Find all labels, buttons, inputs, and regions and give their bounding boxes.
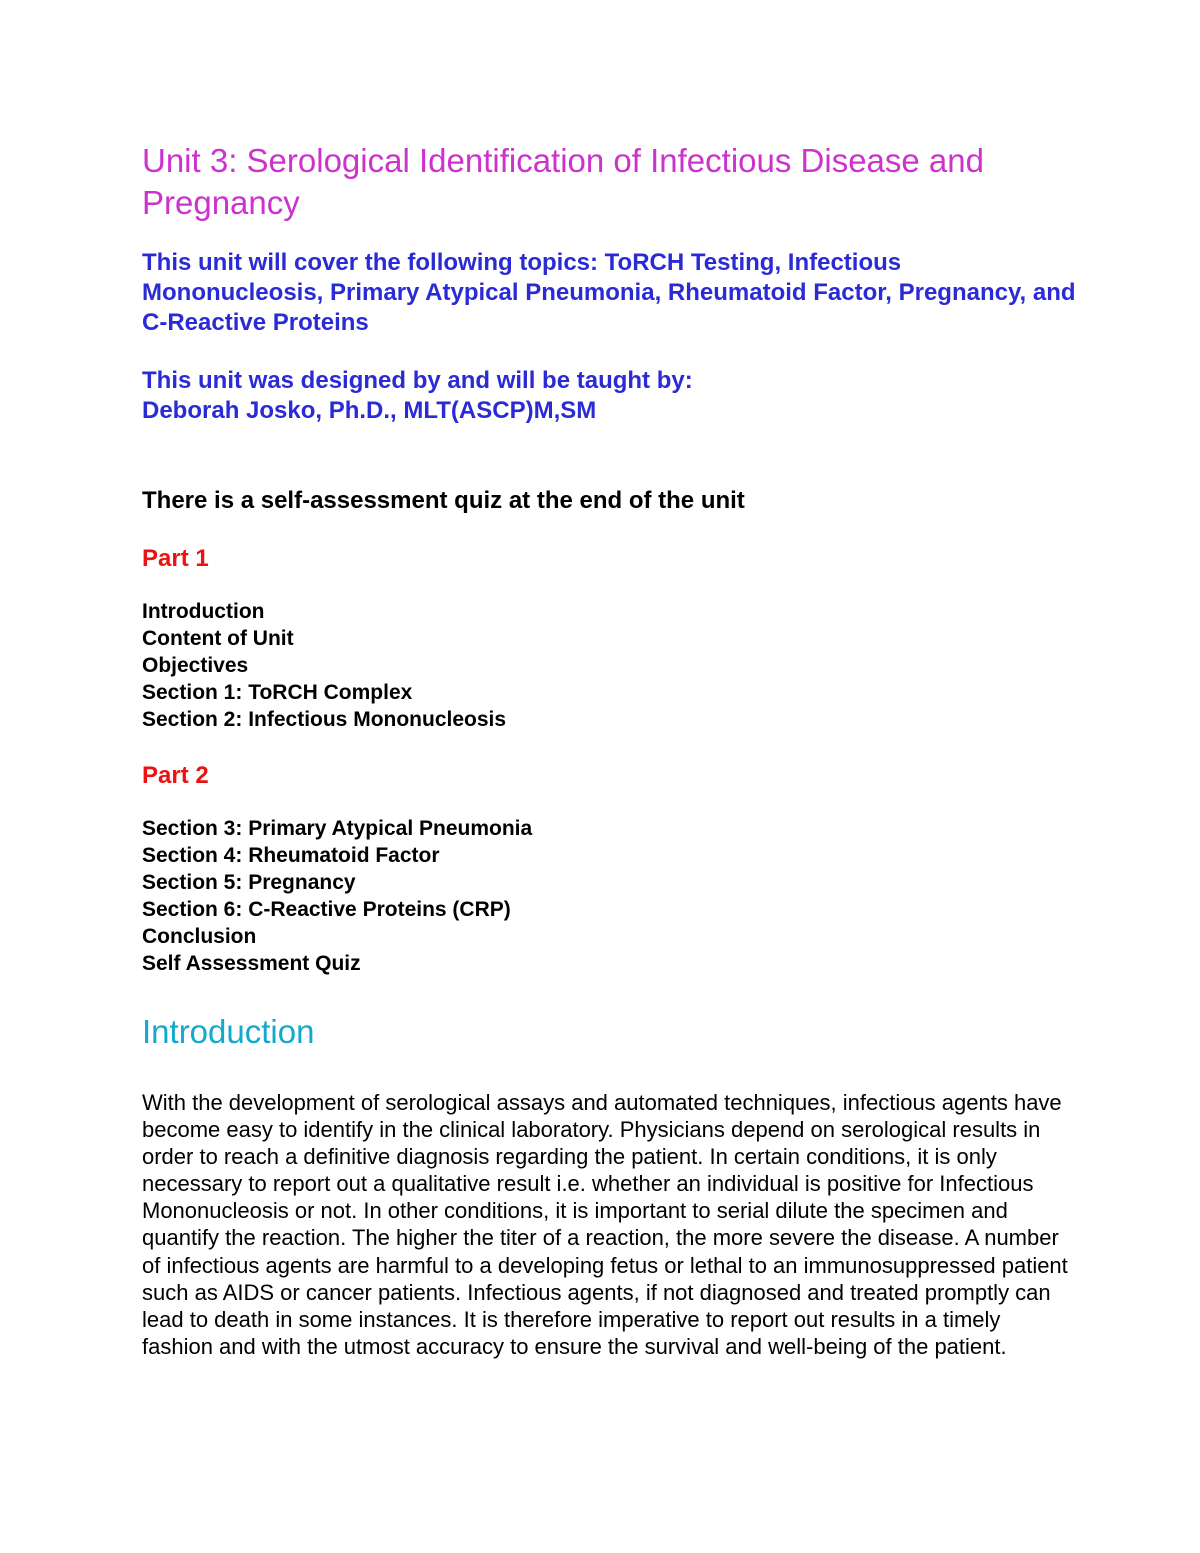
list-item: Section 3: Primary Atypical Pneumonia <box>142 817 533 840</box>
part-1-heading: Part 1 <box>142 545 209 572</box>
unit-topics: This unit will cover the following topics: ToRCH Testing, Infectious Mononucleosis, Primary Atypical Pneumonia, Rheumatoid Factor, Pregnancy, and C-Reactive Proteins <box>142 249 1076 336</box>
list-item: Section 6: C-Reactive Proteins (CRP) <box>142 898 511 921</box>
quiz-note: There is a self-assessment quiz at the end of the unit <box>142 487 745 514</box>
list-item: Section 4: Rheumatoid Factor <box>142 844 440 867</box>
designed-by-label: This unit was designed by and will be taught by: <box>142 367 693 394</box>
list-item: Section 1: ToRCH Complex <box>142 681 413 704</box>
list-item: Content of Unit <box>142 627 294 650</box>
part-2-list <box>142 815 1082 977</box>
unit-title: Unit 3: Serological Identification of Infectious Disease and Pregnancy <box>142 142 984 221</box>
designer-block <box>142 366 1082 426</box>
part-2-heading: Part 2 <box>142 762 209 789</box>
introduction-body: With the development of serological assays and automated techniques, infectious agents have become easy to identify in the clinical laboratory. Physicians depend on serological results in order to reach a definitive diagnosis regarding the patient. In certain conditions, it is only necessary to report out a qualitative result i.e. whether an individual is positive for Infectious Mononucleosis or not. In other conditions, it is important to serial dilute the specimen and quantify the reaction. The higher the titer of a reaction, the more severe the disease. A number of infectious agents are harmful to a developing fetus or lethal to an immunosuppressed patient such as AIDS or cancer patients. Infectious agents, if not diagnosed and treated promptly can lead to death in some instances. It is therefore imperative to report out results in a timely fashion and with the utmost accuracy to ensure the survival and well-being of the patient. <box>142 1090 1068 1359</box>
list-item: Objectives <box>142 654 249 677</box>
author-name: Deborah Josko, Ph.D., MLT(ASCP)M,SM <box>142 397 597 424</box>
list-item: Self Assessment Quiz <box>142 952 361 975</box>
list-item: Section 5: Pregnancy <box>142 871 356 894</box>
document-page <box>142 140 1082 1360</box>
list-item: Conclusion <box>142 925 257 948</box>
part-1-list <box>142 598 1082 733</box>
introduction-heading: Introduction <box>142 1013 315 1050</box>
list-item: Introduction <box>142 600 265 623</box>
list-item: Section 2: Infectious Mononucleosis <box>142 708 507 731</box>
